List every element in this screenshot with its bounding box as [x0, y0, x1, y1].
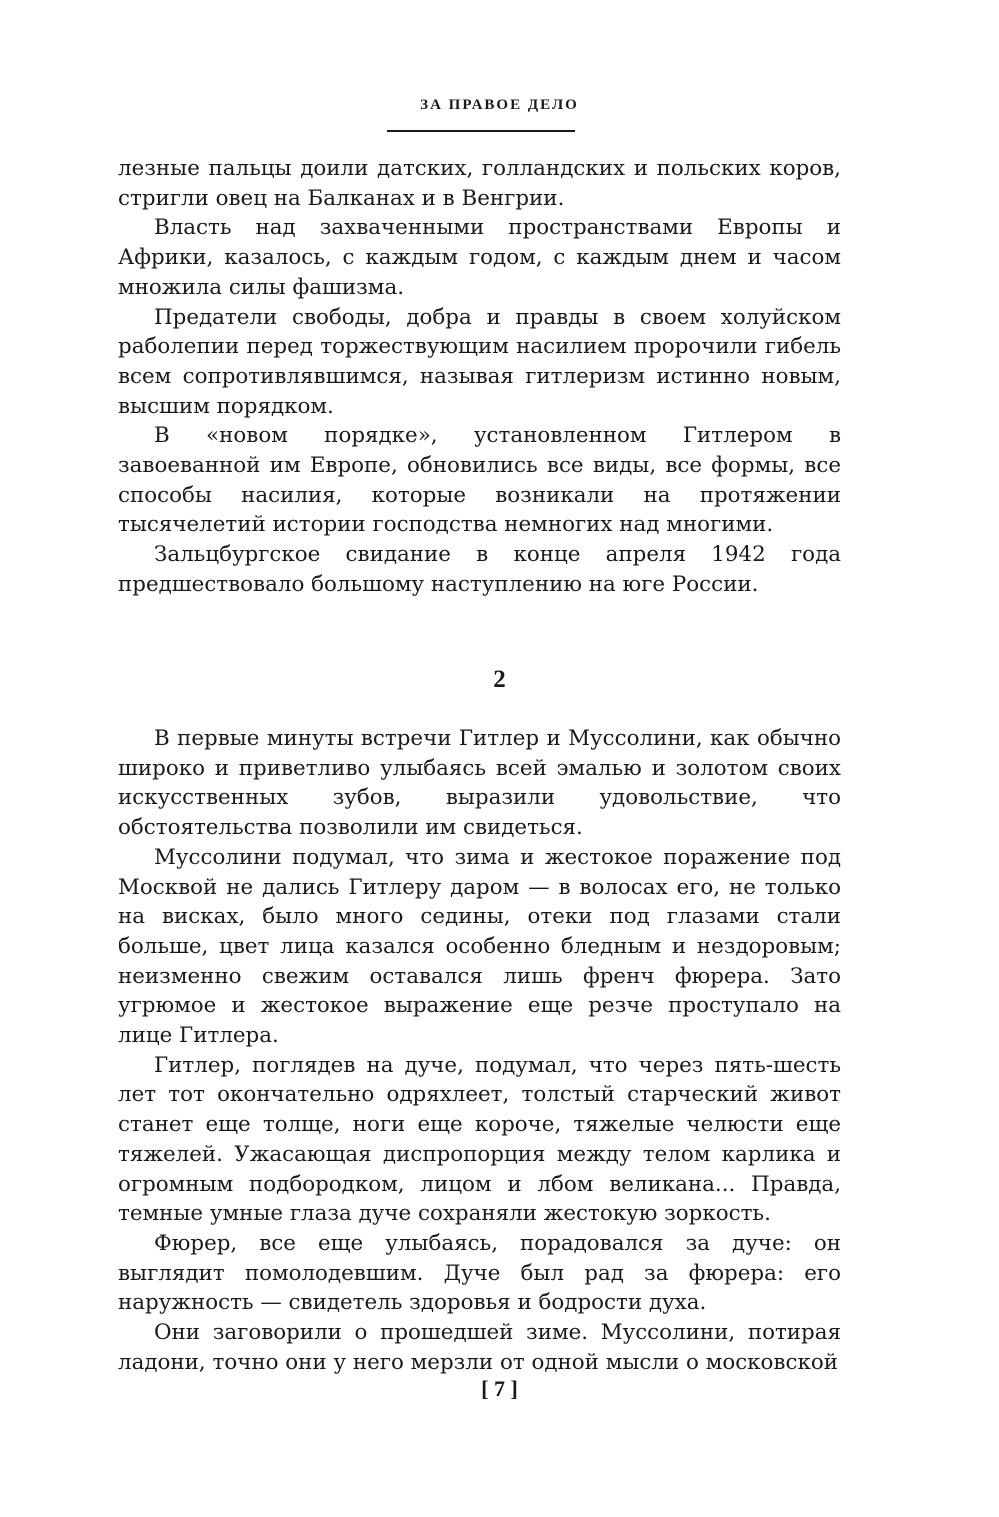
paragraph: В «новом порядке», установленном Гитлером в завоеванной им Европе, обновились все виды, все формы, все способы насилия, которые возникали на протяжении тысячелетий истории господства немногих над многими. [118, 423, 841, 538]
running-head-rule [387, 130, 575, 132]
section-two-text [118, 724, 841, 1377]
paragraph: Власть над захваченными пространствами Европы и Африки, казалось, с каждым годом, с каждым днем и часом множила силы фашизма. [118, 215, 841, 300]
paragraph: Фюрер, все еще улыбаясь, порадовался за дуче: он выглядит помолодевшим. Дуче был рад за фюрера: его наружность — свидетель здоровья и бодрости духа. [118, 1230, 841, 1316]
running-head: ЗА ПРАВОЕ ДЕЛО [420, 97, 579, 113]
chapter-number: 2 [493, 666, 506, 693]
paragraph: Зальцбургское свидание в конце апреля 1942 года предшествовало большому наступлению на юге России. [118, 542, 841, 597]
paragraph: Предатели свободы, добра и правды в своем холуйском раболепии перед торжествующим насилием пророчили гибель всем сопротивлявшимся, называя гитлеризм истинно новым, высшим порядком. [118, 304, 841, 419]
paragraph: Муссолини подумал, что зима и жестокое поражение под Москвой не дались Гитлеру даром — в волосах его, не только на висках, было много седины, отеки под глазами стали больше, цвет лица казался особенно бледным и нездоровым; неизменно свежим оставался лишь френч фюрера. Зато угрюмое и жестокое выражение еще резче проступало на лице Гитлера. [118, 844, 841, 1049]
paragraph: В первые минуты встречи Гитлер и Муссолини, как обычно широко и приветливо улыбаясь всей эмалью и золотом своих искусственных зубов, выразили удовольствие, что обстоятельства позволили им свидеться. [118, 726, 841, 841]
paragraph: Они заговорили о прошедшей зиме. Муссолини, потирая ладони, точно они у него мерзли от одной мысли о московской [118, 1320, 841, 1375]
paragraph: Гитлер, поглядев на дуче, подумал, что через пять-шесть лет тот окончательно одряхлеет, толстый старческий живот станет еще толще, ноги еще короче, тяжелые челюсти еще тяжелей. Ужасающая диспропорция между телом карлика и огромным подбородком, лицом и лбом великана... Правда, темные умные глаза дуче сохраняли жестокую зоркость. [118, 1052, 841, 1227]
paragraph-continued: лезные пальцы доили датских, голландских и польских коров, стригли овец на Балканах и в Венгрии. [118, 156, 841, 211]
page-number: [ 7 ] [481, 1376, 518, 1401]
section-one-text [118, 154, 841, 600]
